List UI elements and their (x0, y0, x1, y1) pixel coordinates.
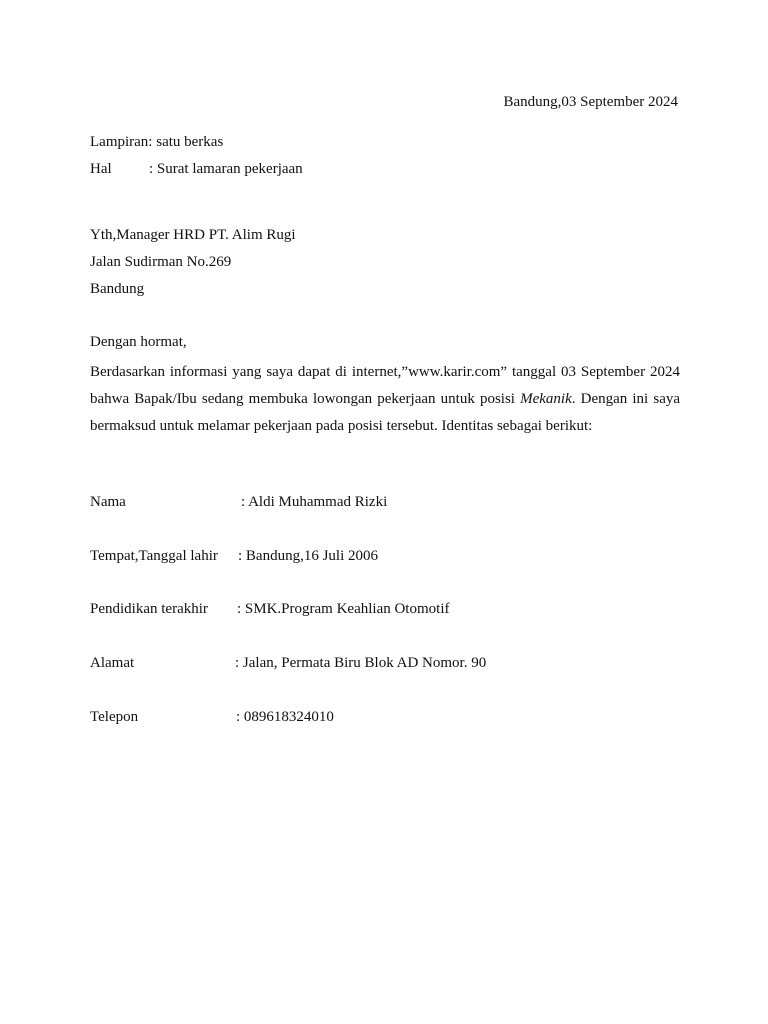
identity-value-nama: : Aldi Muhammad Rizki (241, 494, 388, 510)
identity-label-pendidikan: Pendidikan terakhir (90, 601, 208, 617)
recipient-line-3: Bandung (90, 281, 145, 297)
identity-label-alamat: Alamat (90, 655, 135, 671)
identity-value-ttl: : Bandung,16 Juli 2006 (238, 548, 379, 564)
identity-label-nama: Nama (90, 494, 126, 510)
body-paragraph (90, 359, 680, 440)
body-text-2: . Dengan ini saya bermaksud untuk melamar pekerjaan pada posisi tersebut. Identitas sebagai berikut: (90, 391, 681, 434)
body-text-1: Berdasarkan informasi yang saya dapat di internet,”www.karir.com” tanggal 03 September 2024 bahwa Bapak/Ibu sedang membuka lowongan pekerjaan untuk posisi (90, 364, 680, 407)
identity-label-telepon: Telepon (90, 709, 139, 725)
hal-label: Hal (90, 161, 112, 177)
recipient-line-1: Yth,Manager HRD PT. Alim Rugi (90, 227, 296, 243)
identity-value-pendidikan: : SMK.Program Keahlian Otomotif (237, 601, 450, 617)
lampiran-line: Lampiran: satu berkas (90, 134, 224, 150)
letter-date: Bandung,03 September 2024 (503, 94, 678, 110)
identity-value-alamat: : Jalan, Permata Biru Blok AD Nomor. 90 (235, 655, 487, 671)
body-position: Mekanik (520, 391, 572, 407)
recipient-line-2: Jalan Sudirman No.269 (90, 254, 232, 270)
hal-value: : Surat lamaran pekerjaan (149, 161, 303, 177)
identity-label-ttl: Tempat,Tanggal lahir (90, 548, 218, 564)
hal-line (90, 160, 303, 178)
identity-value-telepon: : 089618324010 (236, 709, 334, 725)
salutation: Dengan hormat, (90, 334, 187, 350)
